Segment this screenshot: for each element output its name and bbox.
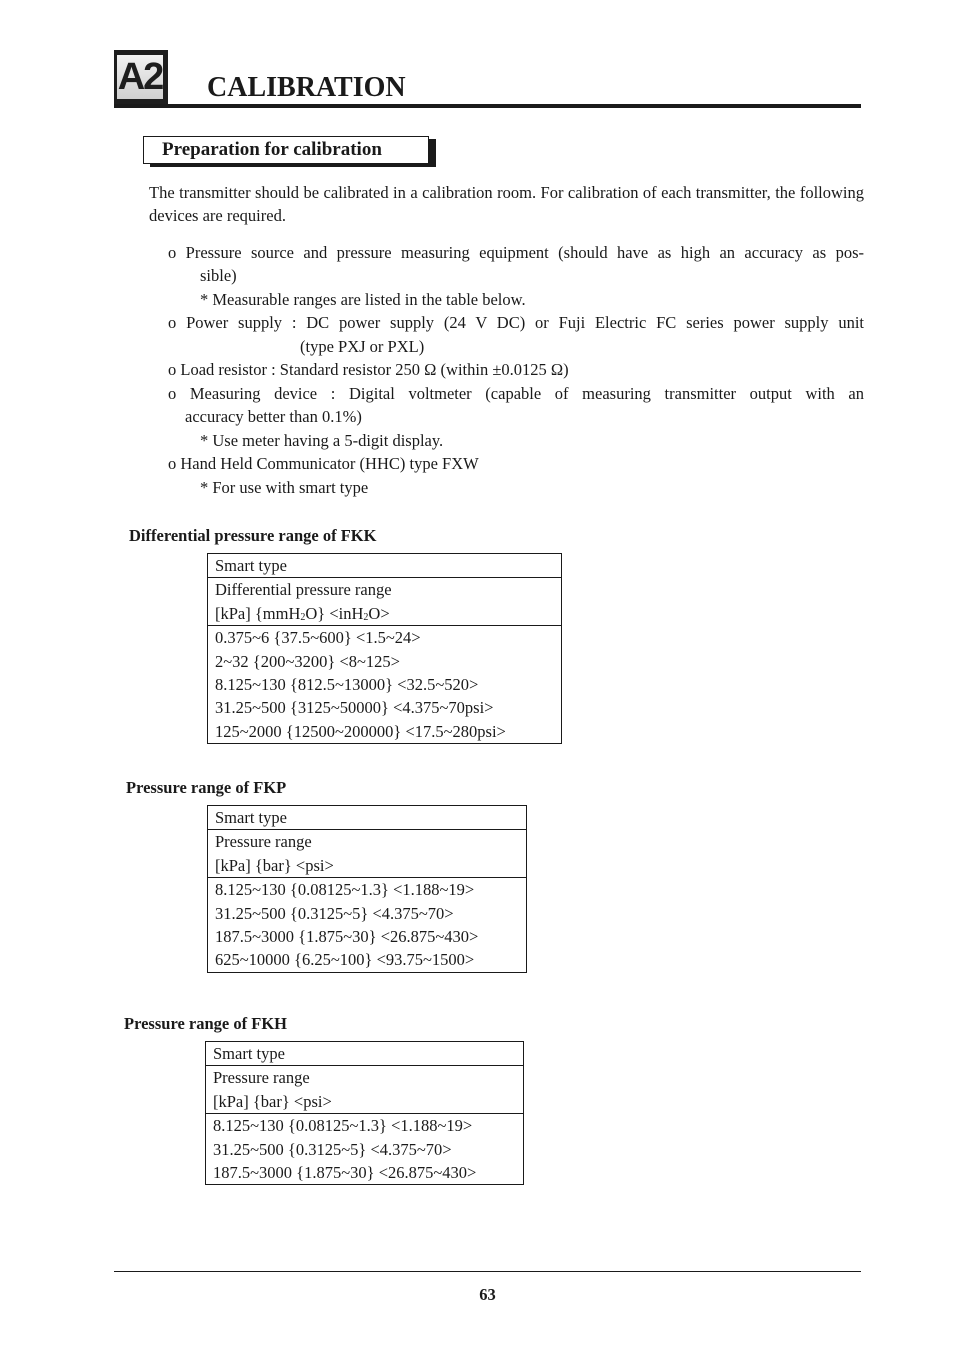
table-row: 31.25~500 {3125~50000} <4.375~70psi> [215, 698, 494, 718]
chapter-badge [114, 50, 168, 104]
table-fkp [207, 805, 527, 973]
table-fkp-header: Smart type [215, 808, 287, 827]
table-row: 2~32 {200~3200} <8~125> [215, 651, 400, 671]
device-measuring-note: * Use meter having a 5-digit display. [200, 431, 444, 450]
table-fkh-body [206, 1113, 523, 1184]
intro-paragraph: The transmitter should be calibrated in a calibration room. For calibration of each transmitter, the following devices are required. [149, 183, 864, 226]
table-row: 625~10000 {6.25~100} <93.75~1500> [215, 950, 475, 970]
table-fkh-subheader-label: Pressure range [213, 1068, 310, 1088]
table-row: 31.25~500 {0.3125~5} <4.375~70> [215, 903, 454, 923]
table-fkk [207, 553, 562, 744]
table-row: 187.5~3000 {1.875~30} <26.875~430> [213, 1163, 477, 1183]
table-row: 31.25~500 {0.3125~5} <4.375~70> [213, 1139, 452, 1159]
table-fkk-subheader [208, 577, 561, 625]
device-hhc: o Hand Held Communicator (HHC) type FXW [168, 454, 479, 473]
device-load-resistor: o Load resistor : Standard resistor 250 Ω (within ±0.0125 Ω) [168, 360, 569, 379]
table-row: 8.125~130 {0.08125~1.3} <1.188~19> [215, 880, 475, 900]
table-row: 0.375~6 {37.5~600} <1.5~24> [215, 628, 421, 648]
device-hhc-note: * For use with smart type [200, 478, 369, 497]
table-fkh-title: Pressure range of FKH [124, 1014, 287, 1033]
chapter-badge-label: A2 [117, 56, 163, 98]
table-row: 125~2000 {12500~200000} <17.5~280psi> [215, 721, 506, 741]
table-fkp-title: Pressure range of FKP [126, 778, 287, 797]
table-fkp-subheader-units: [kPa] {bar} <psi> [215, 855, 334, 875]
device-power-supply: o Power supply : DC power supply (24 V DC) or Fuji Electric FC series power supply unit [168, 313, 864, 332]
section-heading-box [143, 136, 429, 164]
chapter-title: CALIBRATION [207, 72, 406, 103]
table-fkp-subheader-label: Pressure range [215, 832, 312, 852]
table-row: 8.125~130 {0.08125~1.3} <1.188~19> [213, 1116, 473, 1136]
table-fkk-header: Smart type [215, 556, 287, 575]
table-fkk-body [208, 625, 561, 743]
table-fkk-title: Differential pressure range of FKK [129, 526, 377, 545]
table-fkp-body [208, 877, 526, 972]
footer-rule [114, 1271, 861, 1272]
table-fkh-subheader-units: [kPa] {bar} <psi> [213, 1091, 332, 1111]
page-number: 63 [479, 1285, 496, 1304]
header-rule [114, 104, 861, 108]
device-measuring: o Measuring device : Digital voltmeter (capable of measuring transmitter output with an [168, 384, 864, 403]
table-fkh-header: Smart type [213, 1044, 285, 1063]
device-power-supply-cont: (type PXJ or PXL) [300, 337, 425, 356]
table-row: 8.125~130 {812.5~13000} <32.5~520> [215, 675, 479, 695]
table-fkk-subheader-label: Differential pressure range [215, 580, 392, 600]
table-fkh [205, 1041, 524, 1185]
table-fkk-subheader-units: [kPa] {mmH$_2$O} <inH$_2$O> [215, 603, 390, 623]
table-fkh-subheader [206, 1065, 523, 1113]
device-pressure-source-note: * Measurable ranges are listed in the table below. [200, 290, 526, 309]
section-heading: Preparation for calibration [162, 139, 382, 160]
device-pressure-source: o Pressure source and pressure measuring equipment (should have as high an accuracy as pos- [168, 243, 864, 262]
table-row: 187.5~3000 {1.875~30} <26.875~430> [215, 927, 479, 947]
device-measuring-cont: accuracy better than 0.1%) [185, 407, 362, 426]
table-fkp-subheader [208, 829, 526, 877]
device-pressure-source-cont: sible) [200, 266, 237, 285]
